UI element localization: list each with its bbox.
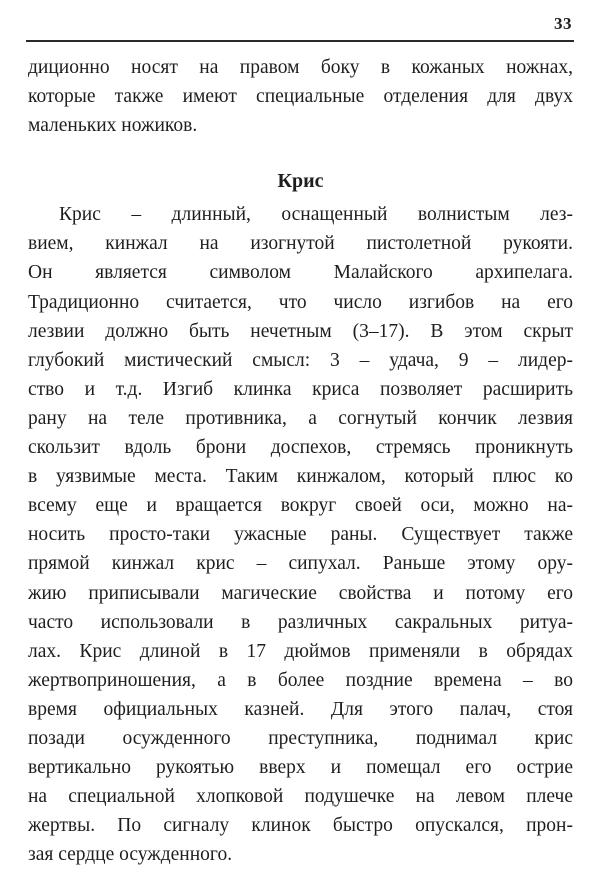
text-line: лах. Крис длиной в 17 дюймов применяли в обрядах — [28, 640, 573, 662]
text-line: скользит вдоль брони доспехов, стремясь проникнуть — [28, 437, 573, 459]
text-line: время официальных казней. Для этого палач, стоя — [28, 698, 573, 720]
text-line: Традиционно считается, что число изгибов на его — [28, 291, 573, 313]
text-line: жию приписывали магические свойства и потому его — [28, 582, 573, 604]
text-line: на специальной хлопковой подушечке на левом плече — [28, 786, 573, 808]
text-line: лезвии должно быть нечетным (3–17). В этом скрыт — [28, 320, 573, 342]
text-line: позади осужденного преступника, поднимал крис — [28, 727, 573, 749]
text-line: всему еще и вращается вокруг своей оси, можно на- — [28, 495, 573, 517]
text-line: жертвоприношения, а в более поздние времена – во — [28, 669, 573, 691]
text-line: ство и т.д. Изгиб клинка криса позволяет расширить — [28, 378, 573, 400]
section-title: Крис — [277, 170, 324, 193]
text-line: которые также имеют специальные отделения для двух — [28, 86, 573, 108]
text-line: Он является символом Малайского архипелага. — [28, 262, 573, 284]
text-line: Крис – длинный, оснащенный волнистым лез- — [59, 204, 573, 226]
body-paragraph — [28, 200, 573, 869]
text-line: прямой кинжал крис – сипухал. Раньше этому ору- — [28, 553, 573, 575]
page-number: 33 — [554, 14, 572, 33]
intro-paragraph — [28, 53, 573, 140]
text-line: глубокий мистический смысл: 3 – удача, 9 – лидер- — [28, 349, 573, 371]
text-line: маленьких ножиков. — [28, 115, 198, 137]
text-line: носить просто-таки ужасные раны. Существует также — [28, 524, 573, 546]
text-line: диционно носят на правом боку в кожаных ножнах, — [28, 57, 573, 78]
text-line: в уязвимые места. Таким кинжалом, который плюс ко — [28, 466, 573, 488]
header-rule — [26, 40, 574, 42]
text-line: рану на теле противника, а согнутый кончик лезвия — [28, 407, 573, 429]
text-line: жертвы. По сигналу клинок быстро опускался, прон- — [28, 815, 573, 837]
text-line: вертикально рукоятью вверх и помещал его острие — [28, 757, 573, 779]
text-line: зая сердце осужденного. — [28, 844, 233, 866]
text-line: часто использовали в различных сакральных ритуа- — [28, 611, 573, 633]
page-body — [28, 53, 573, 869]
text-line: вием, кинжал на изогнутой пистолетной рукояти. — [28, 233, 573, 255]
